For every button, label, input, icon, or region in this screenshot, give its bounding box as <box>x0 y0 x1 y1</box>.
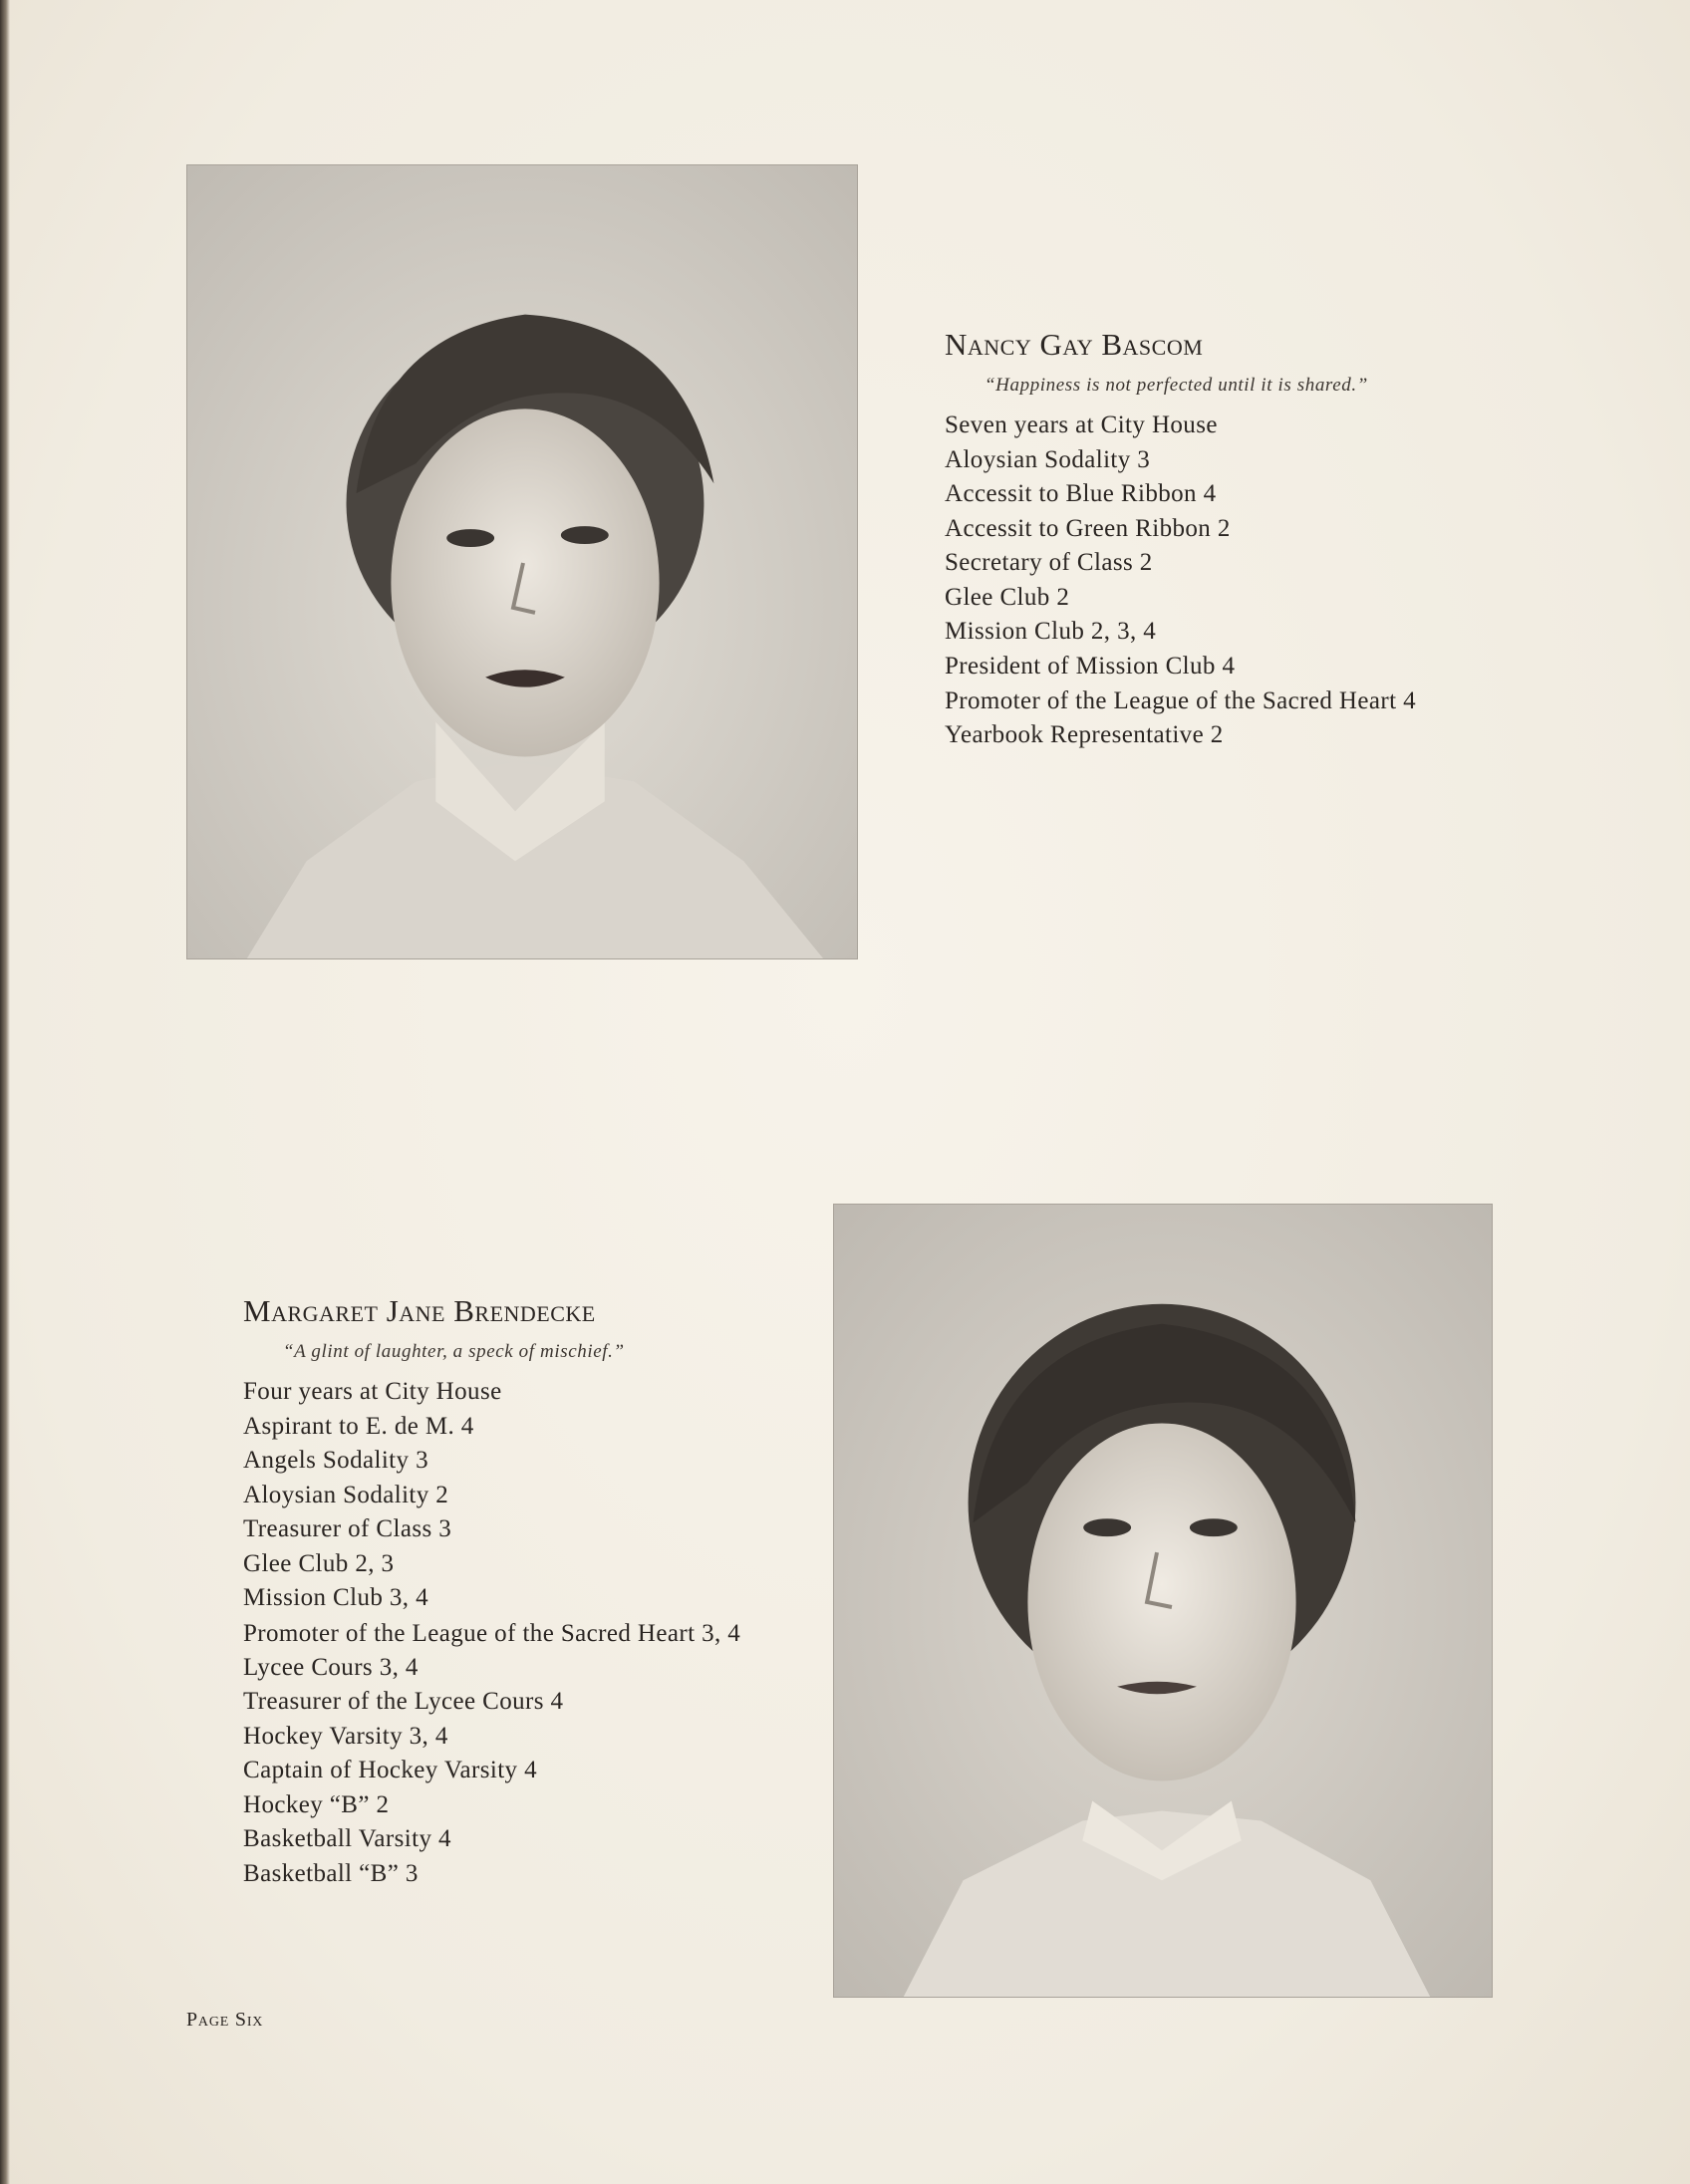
activity-item: Hockey Varsity 3, 4 <box>243 1722 448 1750</box>
activity-item: Secretary of Class 2 <box>945 549 1153 576</box>
activity-item: Aspirant to E. de M. 4 <box>243 1412 474 1440</box>
activity-item: Lycee Cours 3, 4 <box>243 1653 419 1681</box>
activity-item: Accessit to Green Ribbon 2 <box>945 514 1231 542</box>
portrait-photo-margaret-brendecke <box>833 1204 1493 1998</box>
page-spine-edge <box>0 0 10 2184</box>
activity-item: Glee Club 2, 3 <box>243 1549 395 1577</box>
activity-item: President of Mission Club 4 <box>945 652 1236 680</box>
activity-item: Promoter of the League of the Sacred Heart 4 <box>945 687 1416 714</box>
activity-item: Glee Club 2 <box>945 583 1070 611</box>
activity-item: Captain of Hockey Varsity 4 <box>243 1757 538 1783</box>
page-number-label: Page Six <box>186 2009 264 2031</box>
portrait-photo-nancy-bascom <box>186 164 858 959</box>
activity-item: Promoter of the League of the Sacred Heart 3, 4 <box>243 1619 741 1647</box>
activity-item: Four years at City House <box>243 1378 502 1405</box>
activity-item: Aloysian Sodality 2 <box>243 1481 449 1508</box>
activity-item: Treasurer of the Lycee Cours 4 <box>243 1688 564 1715</box>
student-entry-2 <box>243 1293 801 1891</box>
activity-item: Basketball “B” 3 <box>243 1859 419 1887</box>
student-name: Nancy Gay Bascom <box>945 327 1204 362</box>
student-quote: “Happiness is not perfected until it is shared.” <box>985 375 1368 396</box>
student-name: Margaret Jane Brendecke <box>243 1293 596 1328</box>
activity-item: Angels Sodality 3 <box>243 1447 428 1474</box>
student-quote: “A glint of laughter, a speck of mischief.” <box>283 1341 625 1362</box>
activity-item: Accessit to Blue Ribbon 4 <box>945 480 1217 507</box>
activities-list <box>243 1375 801 1891</box>
activity-item: Hockey “B” 2 <box>243 1790 390 1818</box>
activity-item: Treasurer of Class 3 <box>243 1515 452 1542</box>
activity-item: Yearbook Representative 2 <box>945 721 1224 748</box>
activity-item: Aloysian Sodality 3 <box>945 445 1151 473</box>
student-entry-1 <box>945 327 1463 753</box>
activity-item: Mission Club 2, 3, 4 <box>945 618 1157 645</box>
activities-list <box>945 409 1463 753</box>
activity-item: Basketball Varsity 4 <box>243 1825 451 1852</box>
activity-item: Mission Club 3, 4 <box>243 1584 428 1611</box>
activity-item: Seven years at City House <box>945 411 1218 438</box>
